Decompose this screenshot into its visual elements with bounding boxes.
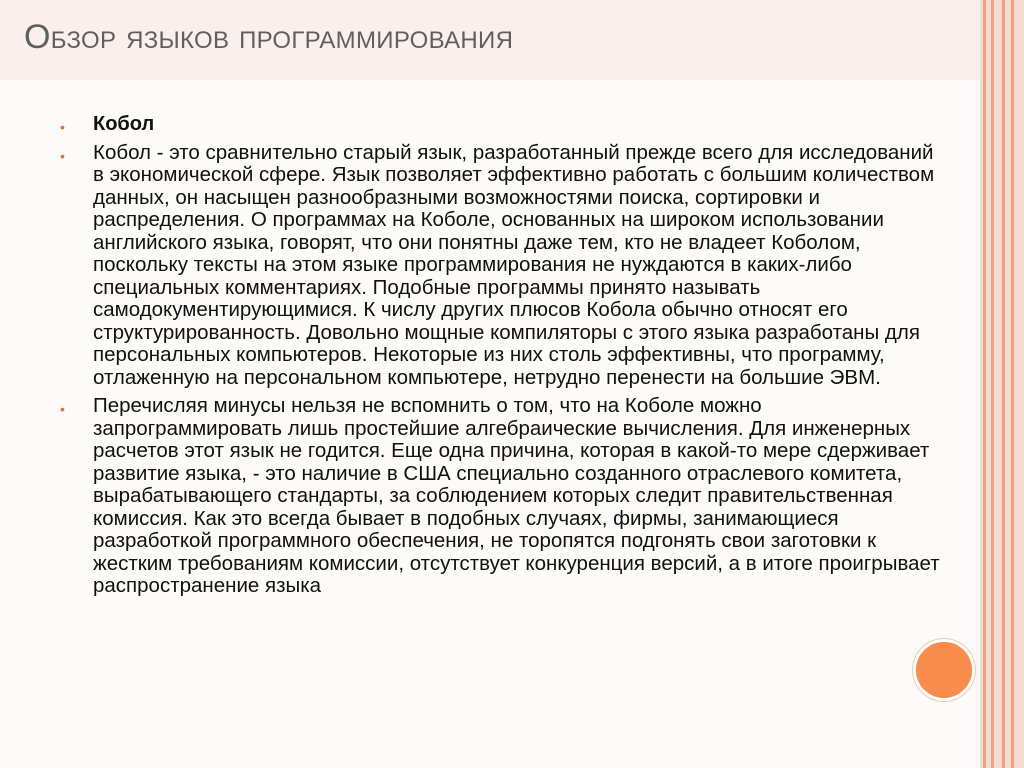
decorative-stripes <box>980 0 1024 768</box>
slide-title: Обзор языков программирования <box>24 18 514 56</box>
stripe <box>1002 0 1005 768</box>
list-item-text: Кобол - это сравнительно старый язык, разработанный прежде всего для исследований в экономической сфере. Язык позволяет эффективно работать с большим количеством данных, он насыщен разнообразными возможностями поиска, сортировки и распределения. О программах на Коболе, основанных на широком использовании английского языка, говорят, что они понятны даже тем, кто не владеет Коболом, поскольку тексты на этом языке программирования не нуждаются в каких-либо специальных комментариях. Подобные программы принято называть самодокументирующимися. К числу других плюсов Кобола обычно относят его структурированность. Довольно мощные компиляторы с этого языка разработаны для персональных компьютеров. Некоторые из них столь эффективны, что программу, отлаженную на персональном компьютере, нетрудно перенести на большие ЭВМ. <box>93 140 935 389</box>
list-item <box>60 113 940 136</box>
bullet-icon: • <box>60 119 65 135</box>
stripe <box>1011 0 1014 768</box>
bullet-list <box>60 113 940 604</box>
stripe <box>983 0 986 768</box>
decorative-circle-icon <box>913 639 975 701</box>
stripe <box>991 0 994 768</box>
bullet-icon: • <box>60 147 65 164</box>
list-item-text: Перечисляя минусы нельзя не вспомнить о том, что на Коболе можно запрограммировать лишь простейшие алгебраические вычисления. Для инженерных расчетов этот язык не годится. Еще одна причина, которая в какой-то мере сдерживает развитие языка, - это наличие в США специально созданного отраслевого комитета, вырабатывающего стандарты, за соблюдением которых следит правительственная комиссия. Как это всегда бывает в подобных случаях, фирмы, занимающиеся разработкой программного обеспечения, не торопятся подгонять свои заготовки к жестким требованиям комиссии, отсутствует конкуренция версий, а в итоге проигрывает распространение языка <box>93 394 940 597</box>
list-item <box>60 395 940 598</box>
list-item-heading: Кобол <box>93 113 155 135</box>
list-item <box>60 142 940 390</box>
bullet-icon: • <box>60 401 65 417</box>
title-band <box>0 0 980 80</box>
